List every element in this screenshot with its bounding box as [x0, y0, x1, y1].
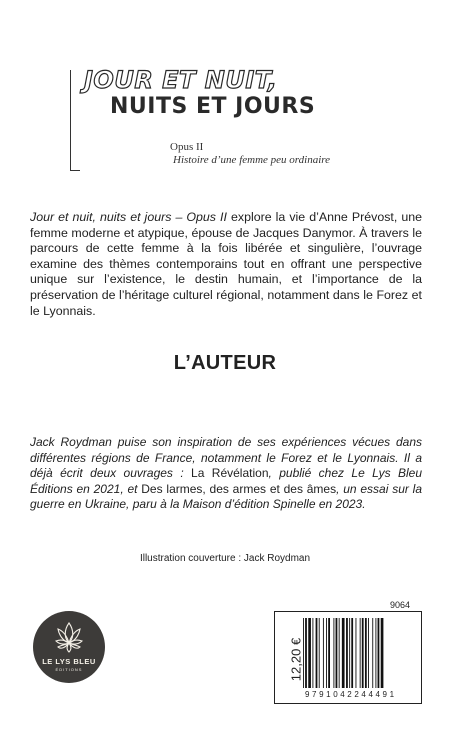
barcode-code: 9064 [390, 600, 411, 610]
isbn-number: 9791042244491 [305, 690, 397, 699]
book-title-line1: JOUR ET NUIT, [84, 66, 278, 94]
publisher-subtext: ÉDITIONS [55, 667, 83, 672]
bio-part1: Jack Roydman puise son inspiration de ses expériences vécues dans différentes régions de France, notamment le Forez et le Lyonnais. Il a déjà écrit deux ouvrages : [30, 435, 422, 481]
author-bio [30, 435, 422, 513]
title-bracket [70, 70, 80, 171]
synopsis-book-title: Jour et nuit, nuits et jours – Opus II [30, 210, 227, 224]
bio-book1: La Révélation [191, 466, 269, 481]
barcode-box [274, 611, 422, 704]
illustration-credit: Illustration couverture : Jack Roydman [139, 553, 311, 564]
lotus-icon [54, 619, 84, 655]
bio-book2: Des larmes, des armes et des âmes [141, 481, 337, 496]
price-label: 12,20 € [288, 637, 304, 682]
barcode-bars [303, 618, 419, 688]
synopsis-text: explore la vie d’Anne Prévost, une femme moderne et atypique, épouse de Jacques Danymor. À travers le parcours de cette femme à la fois libérée et singulière, l’ouvrage examine des thèmes contemporains tout en offrant une perspective unique sur l’existence, le destin humain, et l’importance de la préservation de l’héritage culturel régional, notamment dans le Forez et le Lyonnais. [30, 210, 423, 318]
book-subtitle: Histoire d’une femme peu ordinaire [173, 154, 331, 166]
author-heading: L’AUTEUR [173, 352, 277, 374]
publisher-name: LE LYS BLEU [42, 657, 96, 666]
title-block [70, 60, 400, 168]
book-title-line2: NUITS ET JOURS [110, 94, 316, 119]
bio-part3: , un essai sur la guerre en Ukraine, paru à la Maison d’édition Spinelle en 2023. [30, 481, 422, 512]
bio-part2: , publié chez Le Lys Bleu Éditions en 2021, et [30, 466, 422, 496]
publisher-logo [33, 611, 105, 683]
opus-label: Opus II [170, 141, 204, 153]
synopsis-paragraph [30, 210, 422, 319]
